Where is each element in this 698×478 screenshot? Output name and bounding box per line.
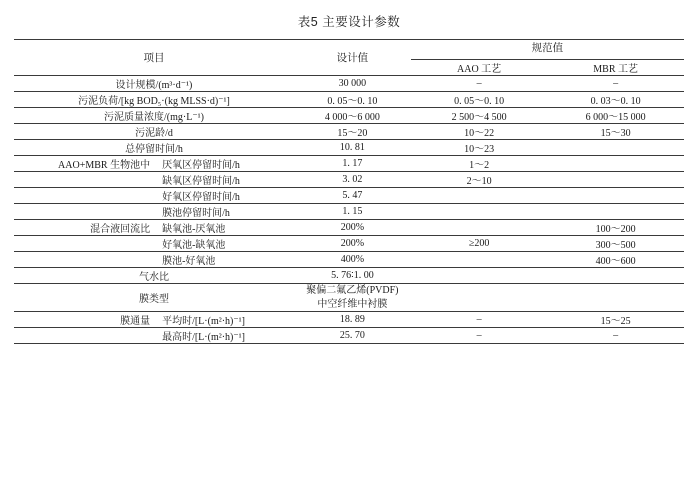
cell-aao-value — [411, 284, 547, 312]
cell-design-value: 200% — [294, 236, 411, 252]
cell-design-value: 4 000～6 000 — [294, 108, 411, 124]
cell-item-group — [14, 188, 156, 204]
cell-mbr-value: 15～30 — [547, 124, 684, 140]
table-row — [14, 284, 684, 312]
cell-design-value: 3. 02 — [294, 172, 411, 188]
cell-item-sub: 厌氧区停留时间/h — [156, 156, 294, 172]
cell-item-sub: 好氧池-缺氧池 — [156, 236, 294, 252]
table-body — [14, 76, 684, 344]
table-row — [14, 76, 684, 92]
cell-item-group — [14, 236, 156, 252]
cell-item-sub: 平均时/[L·(m²·h)⁻¹] — [156, 312, 294, 328]
table-caption: 表5 主要设计参数 — [297, 15, 401, 29]
cell-mbr-value: – — [547, 328, 684, 344]
table-row — [14, 92, 684, 108]
table-row — [14, 188, 684, 204]
cell-mbr-value: 6 000～15 000 — [547, 108, 684, 124]
cell-design-value: 5. 76∶1. 00 — [294, 268, 411, 284]
table-row — [14, 140, 684, 156]
table-row — [14, 204, 684, 220]
cell-aao-value: ≥200 — [411, 236, 547, 252]
cell-item-group: 混合液回流比 — [14, 220, 156, 236]
cell-aao-value: 10～22 — [411, 124, 547, 140]
cell-design-value: 400% — [294, 252, 411, 268]
header-cell-spec-value: 规范值 — [411, 40, 684, 60]
header-cell-design-value: 设计值 — [294, 40, 411, 76]
table-row — [14, 268, 684, 284]
cell-item-group — [14, 252, 156, 268]
cell-mbr-value: 15～25 — [547, 312, 684, 328]
cell-design-value: 5. 47 — [294, 188, 411, 204]
cell-mbr-value — [547, 156, 684, 172]
table-row — [14, 124, 684, 140]
cell-item-name: 膜类型 — [14, 284, 294, 312]
cell-design-value: 15～20 — [294, 124, 411, 140]
cell-aao-value — [411, 268, 547, 284]
cell-design-value: 10. 81 — [294, 140, 411, 156]
cell-aao-value — [411, 252, 547, 268]
header-cell-mbr: MBR 工艺 — [593, 64, 639, 75]
header-row-main — [14, 40, 684, 60]
cell-item-sub: 缺氧池-厌氧池 — [156, 220, 294, 236]
table-row — [14, 220, 684, 236]
cell-item-sub: 好氧区停留时间/h — [156, 188, 294, 204]
cell-mbr-value — [547, 172, 684, 188]
cell-mbr-value — [547, 268, 684, 284]
cell-mbr-value — [547, 204, 684, 220]
cell-aao-value: – — [411, 312, 547, 328]
cell-mbr-value — [547, 188, 684, 204]
cell-aao-value: 2 500～4 500 — [411, 108, 547, 124]
design-parameters-table — [14, 39, 684, 344]
cell-aao-value: – — [411, 76, 547, 92]
cell-aao-value: 0. 05～0. 10 — [411, 92, 547, 108]
cell-aao-value: 10～23 — [411, 140, 547, 156]
cell-aao-value — [411, 220, 547, 236]
cell-item-name: 污泥质量浓度/(mg·L⁻¹) — [14, 108, 294, 124]
cell-design-value: 18. 89 — [294, 312, 411, 328]
table-row — [14, 172, 684, 188]
table-row — [14, 236, 684, 252]
table-row — [14, 312, 684, 328]
header-cell-aao: AAO 工艺 — [457, 64, 502, 75]
cell-mbr-value: 100～200 — [547, 220, 684, 236]
table-row — [14, 156, 684, 172]
cell-item-name: 污泥负荷/[kg BOD₅·(kg MLSS·d)⁻¹] — [14, 92, 294, 108]
cell-item-sub: 缺氧区停留时间/h — [156, 172, 294, 188]
cell-item-sub: 最高时/[L·(m²·h)⁻¹] — [156, 328, 294, 344]
cell-item-sub: 膜池-好氧池 — [156, 252, 294, 268]
table-row — [14, 328, 684, 344]
cell-design-value: 0. 05～0. 10 — [294, 92, 411, 108]
cell-design-value: 1. 15 — [294, 204, 411, 220]
cell-aao-value — [411, 188, 547, 204]
cell-item-name: 设计规模/(m³·d⁻¹) — [14, 76, 294, 92]
table-head — [14, 40, 684, 76]
cell-mbr-value — [547, 140, 684, 156]
cell-mbr-value — [547, 284, 684, 312]
cell-item-group — [14, 328, 156, 344]
cell-aao-value: – — [411, 328, 547, 344]
cell-design-value: 30 000 — [294, 76, 411, 92]
cell-aao-value: 1～2 — [411, 156, 547, 172]
cell-mbr-value: 400～600 — [547, 252, 684, 268]
cell-item-name: 总停留时间/h — [14, 140, 294, 156]
cell-aao-value: 2～10 — [411, 172, 547, 188]
cell-item-group — [14, 172, 156, 188]
cell-item-group: AAO+MBR 生物池中 — [14, 156, 156, 172]
cell-item-name: 污泥龄/d — [14, 124, 294, 140]
cell-design-value: 25. 70 — [294, 328, 411, 344]
table-row — [14, 252, 684, 268]
table-row — [14, 108, 684, 124]
cell-item-group — [14, 204, 156, 220]
cell-item-name: 气水比 — [14, 268, 294, 284]
cell-item-group: 膜通量 — [14, 312, 156, 328]
cell-design-value: 1. 17 — [294, 156, 411, 172]
cell-mbr-value: 300～500 — [547, 236, 684, 252]
header-cell-item: 项目 — [14, 40, 294, 76]
cell-item-sub: 膜池停留时间/h — [156, 204, 294, 220]
cell-mbr-value: – — [547, 76, 684, 92]
cell-mbr-value: 0. 03～0. 10 — [547, 92, 684, 108]
cell-design-value: 200% — [294, 220, 411, 236]
cell-aao-value — [411, 204, 547, 220]
cell-design-value: 聚偏二氟乙烯(PVDF) 中空纤维中衬膜 — [294, 284, 411, 312]
